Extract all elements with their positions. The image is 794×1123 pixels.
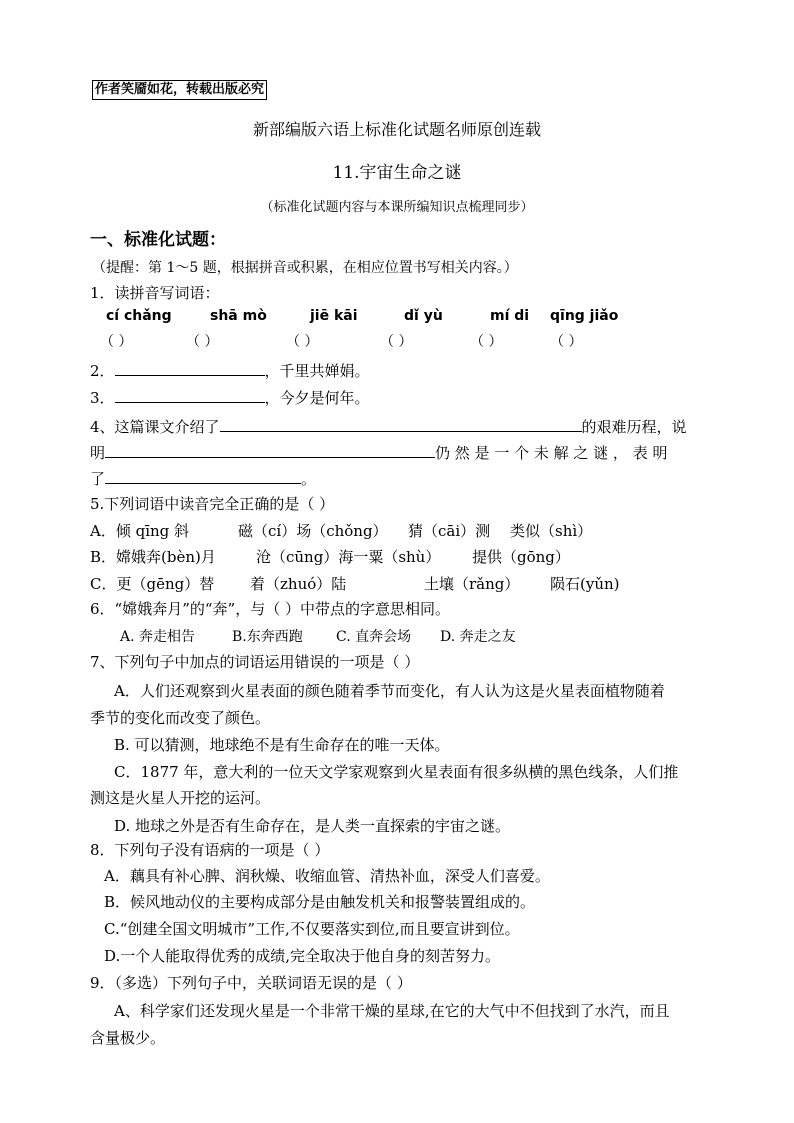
q2: [90, 360, 370, 381]
q4-line2: [90, 442, 667, 463]
q7-option-c-cont: 测这是火星人开挖的运河。: [90, 789, 271, 807]
author-note: 作者笑靥如花，转载出版必究: [92, 80, 267, 100]
q4-head: 了: [90, 470, 106, 488]
pinyin-item: jiē kāi: [310, 308, 358, 324]
q7-option-a: A．人们还观察到火星表面的颜色随着季节而变化，有人认为这是火星表面植物随着: [114, 682, 665, 700]
q3: [90, 387, 370, 408]
option-text: 猜（cāi）测: [408, 522, 491, 540]
answer-blank[interactable]: （ ）: [380, 334, 413, 350]
q4-blank-1[interactable]: [220, 417, 582, 432]
answer-blank[interactable]: （ ）: [470, 334, 503, 350]
q6-options: [120, 626, 700, 646]
option-text: C．更（gēng）替: [90, 575, 215, 593]
option-text: 磁（cí）场（chǒng）: [238, 522, 388, 540]
q4-head: 4、这篇课文介绍了: [90, 418, 220, 436]
q9-stem: 9．（多选）下列句子中，关联词语无误的是（ ）: [90, 974, 412, 992]
q4-blank-3[interactable]: [105, 469, 301, 484]
q7-option-a-cont: 季节的变化而改变了颜色。: [90, 709, 271, 727]
q9-option-a: A、科学家们还发现火星是一个非常干燥的星球,在它的大气中不但找到了水汽，而且: [114, 1002, 670, 1020]
q4-tail: 的艰难历程，说: [581, 418, 687, 436]
pinyin-item: shā mò: [210, 308, 267, 324]
q4-line1: [90, 416, 687, 437]
option-text: B.东奔西跑: [232, 629, 303, 645]
answer-blank[interactable]: （ ）: [286, 334, 319, 350]
q3-number: 3．: [90, 389, 115, 407]
q7-stem: 7、下列句子中加点的词语运用错误的一项是（ ）: [90, 653, 420, 671]
answer-blank[interactable]: （ ）: [186, 334, 219, 350]
pinyin-item: dǐ yù: [404, 308, 443, 324]
q3-blank[interactable]: [115, 388, 265, 403]
pinyin-item: mí di: [490, 308, 530, 324]
q5-option-a: [90, 520, 706, 540]
q4-blank-2[interactable]: [105, 443, 435, 458]
q7-option-c: C．1877 年，意大利的一位天文学家观察到火星表面有很多纵横的黑色线条，人们推: [114, 763, 679, 781]
q4-head: 明: [90, 444, 106, 462]
page-title: 新部编版六语上标准化试题名师原创连载: [252, 120, 541, 139]
q3-tail: ，今夕是何年。: [264, 389, 370, 407]
pinyin-item: qīng jiǎo: [550, 308, 619, 324]
q5-option-c: [90, 573, 706, 593]
q8-stem: 8．下列句子没有语病的一项是（ ）: [90, 841, 330, 859]
q4-tail: 。: [301, 470, 317, 488]
option-text: B．嫦娥奔(bèn)月: [90, 548, 216, 566]
section-heading: 一、标准化试题：: [90, 230, 226, 250]
q2-number: 2．: [90, 362, 115, 380]
q8-option-b: B．候风地动仪的主要构成部分是由触发机关和报警装置组成的。: [104, 893, 536, 911]
q7-option-d: D. 地球之外是否有生命存在，是人类一直探索的宇宙之谜。: [114, 817, 511, 835]
option-text: 着（zhuó）陆: [250, 575, 347, 593]
answer-blank[interactable]: （ ）: [100, 334, 133, 350]
q6-stem: 6．“嫦娥奔月”的“奔”，与（ ）中带点的字意思相同。: [90, 600, 450, 618]
q4-line3: [90, 468, 316, 489]
option-text: 土壤（rǎng）: [424, 575, 520, 593]
option-text: 提供（gōng）: [472, 548, 570, 566]
q4-tail: 仍 然 是 一 个 未 解 之 谜 ， 表 明: [435, 444, 668, 462]
option-text: 类似（shì）: [510, 522, 593, 540]
q5-stem: 5.下列词语中读音完全正确的是（ ）: [90, 495, 335, 513]
option-text: 沧（cūng）海一粟（shù）: [256, 548, 441, 566]
q5-option-b: [90, 546, 706, 566]
q2-blank[interactable]: [115, 361, 265, 376]
q8-option-a: A．藕具有补心脾、润秋燥、收缩血管、清热补血，深受人们喜爱。: [104, 867, 550, 885]
reminder: （提醒：第 1～5 题，根据拼音或积累，在相应位置书写相关内容。）: [92, 260, 518, 276]
option-text: 陨石(yǔn): [550, 575, 620, 593]
subtitle: （标准化试题内容与本课所编知识点梳理同步）: [260, 200, 534, 215]
option-text: A．倾 qīng 斜: [90, 522, 190, 540]
answer-blank[interactable]: （ ）: [550, 334, 583, 350]
q7-option-b: B. 可以猜测，地球绝不是有生命存在的唯一天体。: [114, 736, 450, 754]
q9-option-a-cont: 含量极少。: [90, 1029, 166, 1047]
q8-option-d: D.一个人能取得优秀的成绩,完全取决于他自身的刻苦努力。: [104, 947, 501, 965]
pinyin-item: cí chǎng: [106, 308, 172, 324]
option-text: D. 奔走之友: [440, 629, 516, 645]
option-text: C. 直奔会场: [336, 629, 412, 645]
q1-stem: 1．读拼音写词语：: [90, 284, 220, 302]
q8-option-c: C.“创建全国文明城市”工作,不仅要落实到位,而且要宣讲到位。: [104, 920, 520, 938]
option-text: A. 奔走相告: [120, 629, 196, 645]
q2-tail: ，千里共婵娟。: [264, 362, 370, 380]
lesson-title: 11.宇宙生命之谜: [332, 163, 462, 183]
